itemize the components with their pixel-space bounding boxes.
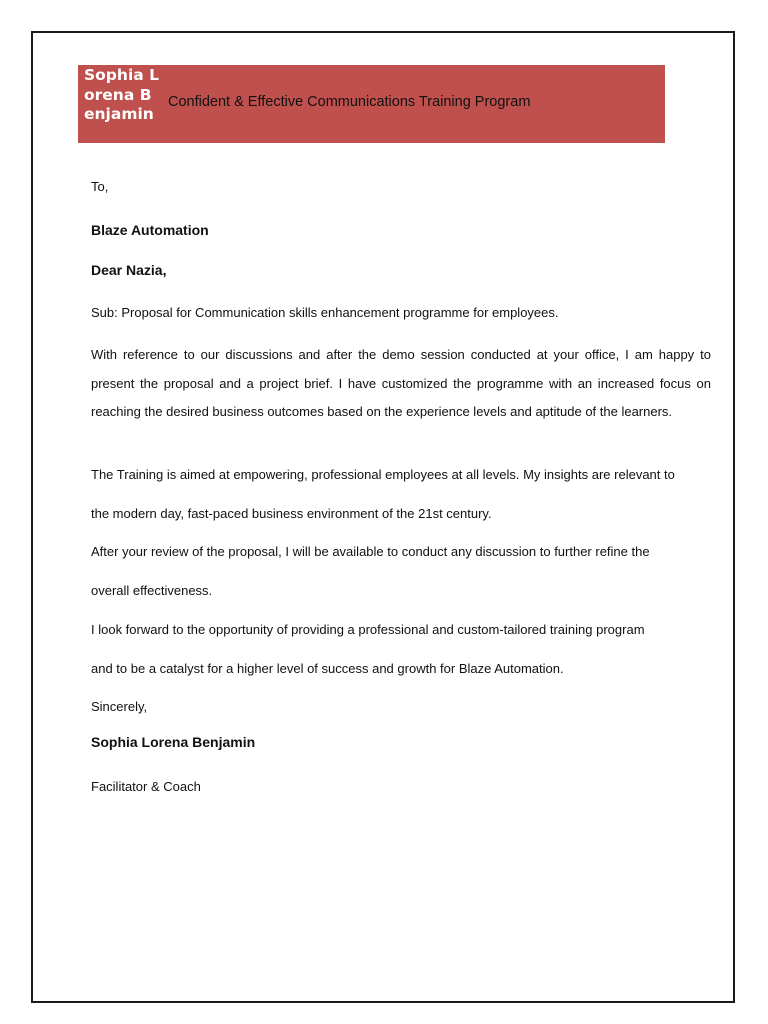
- document-page: [31, 31, 735, 1003]
- paragraph-closing-line-2: and to be a catalyst for a higher level of success and growth for Blaze Automation.: [91, 661, 564, 676]
- paragraph-intro: With reference to our discussions and after the demo session conducted at your office, I am happy to present the proposal and a project brief. I have customized the programme with an increased focus on reaching the desired business outcomes based on the experience levels and aptitude of the learners.: [91, 347, 711, 419]
- closing-sincerely: Sincerely,: [91, 699, 148, 714]
- paragraph-training-line-2: the modern day, fast-paced business environment of the 21st century.: [91, 506, 492, 521]
- paragraph-closing-line-1: I look forward to the opportunity of providing a professional and custom-tailored training program: [91, 622, 645, 637]
- subject-line: Sub: Proposal for Communication skills enhancement programme for employees.: [91, 305, 559, 320]
- header-program-title: Confident & Effective Communications Training Program: [168, 94, 531, 110]
- signer-name: Sophia Lorena Benjamin: [91, 734, 256, 750]
- paragraph-review-line-2: overall effectiveness.: [91, 583, 213, 598]
- signer-role: Facilitator & Coach: [91, 779, 201, 794]
- paragraph-review-line-1: After your review of the proposal, I will be available to conduct any discussion to further refine the: [91, 544, 650, 559]
- header-author-name: Sophia Lorena Benjamin: [84, 66, 159, 123]
- recipient-company: Blaze Automation: [91, 222, 209, 238]
- salutation: Dear Nazia,: [91, 262, 167, 278]
- to-label: To,: [91, 179, 109, 194]
- header-band: [78, 65, 665, 143]
- paragraph-training-line-1: The Training is aimed at empowering, professional employees at all levels. My insights are relevant to: [91, 467, 675, 482]
